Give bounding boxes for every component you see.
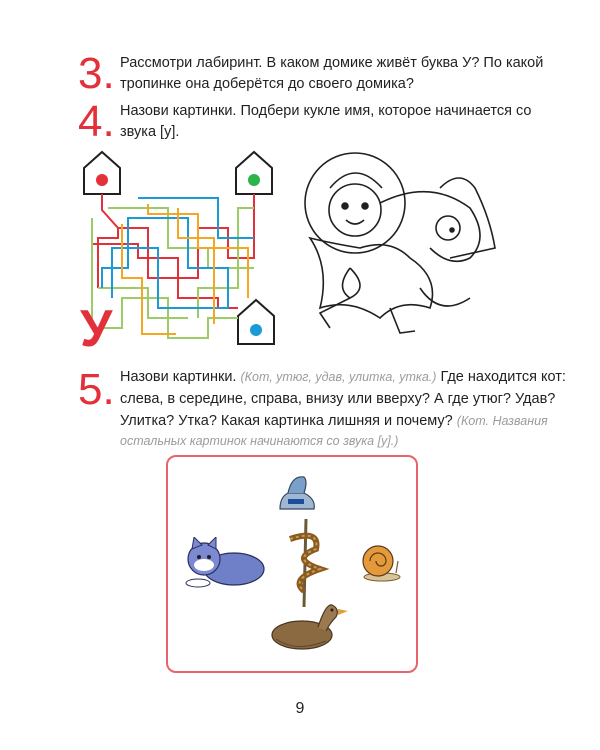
house-red-icon [84, 152, 120, 194]
task-5-hint-2b: остальных картинок начинаются со звука [у].) [120, 434, 399, 448]
snake-icon [280, 519, 332, 607]
task-5-line-2: слева, в середине, справа, внизу или вверху? А где утюг? Удав? [120, 391, 556, 407]
doll-illustration [290, 148, 520, 348]
task-3-line-2: тропинке она доберётся до своего домика? [120, 76, 414, 92]
task-5-hint-1: (Кот, утюг, удав, улитка, утка.) [240, 370, 437, 384]
task-4-number: 4. [78, 97, 115, 146]
snail-icon [358, 539, 402, 583]
maze-illustration [78, 148, 278, 350]
task-5-line-1-rest: Где находится кот: [440, 369, 566, 385]
task-5-line-1 [120, 366, 566, 389]
iron-icon [274, 469, 320, 515]
task-3-number: 3. [78, 49, 115, 98]
house-green-icon [236, 152, 272, 194]
house-blue-icon [238, 300, 274, 344]
duck-icon [266, 597, 350, 655]
task-4-line-2: звука [у]. [120, 124, 180, 140]
task-5-hint-2a: (Кот. Названия [456, 414, 548, 428]
cat-icon [182, 537, 268, 589]
maze-paths [92, 194, 254, 338]
task-5-lead: Назови картинки. [120, 369, 237, 385]
maze-letter: У [80, 300, 113, 350]
page-number: 9 [295, 700, 305, 717]
task-3-line-1: Рассмотри лабиринт. В каком домике живёт буква У? По какой [120, 55, 544, 71]
task-5-number: 5. [78, 365, 115, 414]
task-5-line-3-start: Улитка? Утка? Какая картинка лишняя и почему? [120, 413, 453, 429]
task-4-line-1: Назови картинки. Подбери кукле имя, которое начинается со [120, 103, 532, 119]
pictures-frame [166, 455, 418, 673]
